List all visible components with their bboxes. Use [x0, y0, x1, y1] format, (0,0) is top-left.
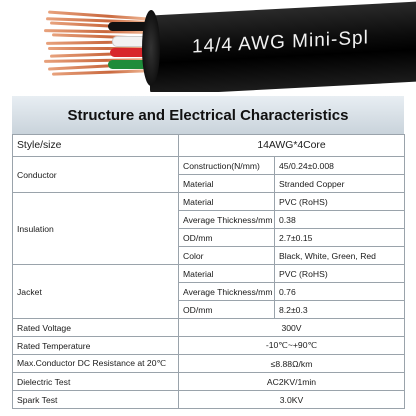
style-value: 14AWG*4Core [179, 135, 405, 157]
table-row [13, 157, 405, 175]
spec-title: Structure and Electrical Characteristics [12, 96, 404, 134]
spec-panel [8, 92, 408, 414]
conductor-key: Construction(N/mm) [179, 157, 275, 175]
electrical-value: 3.0KV [179, 391, 405, 409]
spec-table [12, 134, 405, 409]
cable-banner [0, 0, 416, 92]
jacket-key: OD/mm [179, 301, 275, 319]
style-label: Style/size [13, 135, 179, 157]
table-row [13, 337, 405, 355]
conductor-key: Material [179, 175, 275, 193]
insulation-key: Average Thickness/mm [179, 211, 275, 229]
insulation-value: Black, White, Green, Red [275, 247, 405, 265]
jacket-value: 0.76 [275, 283, 405, 301]
table-row [13, 135, 405, 157]
insulation-label: Insulation [13, 193, 179, 265]
insulation-value: PVC (RoHS) [275, 193, 405, 211]
jacket-key: Material [179, 265, 275, 283]
insulation-key: Color [179, 247, 275, 265]
insulation-key: OD/mm [179, 229, 275, 247]
electrical-label: Max.Conductor DC Resistance at 20℃ [13, 355, 179, 373]
electrical-label: Spark Test [13, 391, 179, 409]
conductor-value: Stranded Copper [275, 175, 405, 193]
electrical-value: AC2KV/1min [179, 373, 405, 391]
table-row [13, 391, 405, 409]
table-row [13, 193, 405, 211]
insulation-key: Material [179, 193, 275, 211]
conductor-value: 45/0.24±0.008 [275, 157, 405, 175]
electrical-label: Rated Voltage [13, 319, 179, 337]
electrical-value: ≤8.88Ω/km [179, 355, 405, 373]
cable-print-text: 14/4 AWG Mini-Spl [192, 27, 369, 58]
electrical-value: -10℃~+90℃ [179, 337, 405, 355]
jacket-label: Jacket [13, 265, 179, 319]
jacket-value: 8.2±0.3 [275, 301, 405, 319]
jacket-value: PVC (RoHS) [275, 265, 405, 283]
table-row [13, 319, 405, 337]
electrical-label: Rated Temperature [13, 337, 179, 355]
table-row [13, 373, 405, 391]
electrical-value: 300V [179, 319, 405, 337]
table-row [13, 265, 405, 283]
table-row [13, 355, 405, 373]
insulation-value: 0.38 [275, 211, 405, 229]
jacket-key: Average Thickness/mm [179, 283, 275, 301]
electrical-label: Dielectric Test [13, 373, 179, 391]
insulation-value: 2.7±0.15 [275, 229, 405, 247]
conductor-label: Conductor [13, 157, 179, 193]
